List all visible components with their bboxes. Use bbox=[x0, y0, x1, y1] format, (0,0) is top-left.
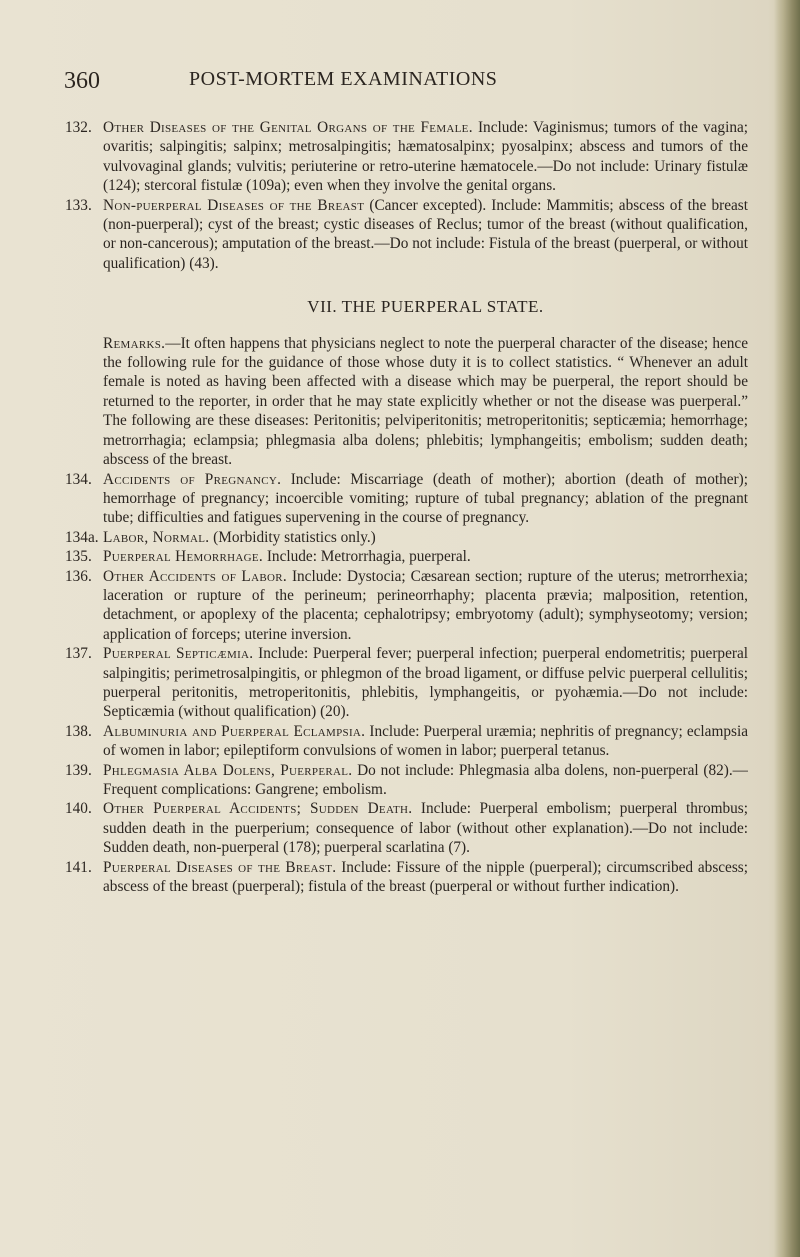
remarks-heading: Remarks. bbox=[103, 334, 166, 352]
running-header bbox=[64, 68, 754, 104]
entry-number: 134a. bbox=[65, 528, 99, 546]
entry-heading: Puerperal Septicæmia. bbox=[103, 645, 254, 663]
section-title: VII. THE PUERPERAL STATE. bbox=[307, 297, 544, 317]
entry-138 bbox=[65, 722, 748, 761]
entry-text: Include: Puerperal embolism; puerperal thrombus; sudden death in the puerperium; consequence of labor (without other explanation).—Do not include: Sudden death, non-puerperal (178); puerperal scarlatina (7). bbox=[103, 800, 748, 857]
entry-text: Include: Puerperal fever; puerperal infection; puerperal endometritis; puerperal salpingitis; perimetrosalpingitis, or phlegmon of the broad ligament, or diffuse pelvic puerperal cellulitis; puerperal peritonitis, metroperitonitis, phlebitis, lymphangeitis, or pyohæmia.—Do not include: Septicæmia (without qualification) (20). bbox=[103, 645, 748, 721]
entry-heading: Albuminuria and Puerperal Eclampsia. bbox=[103, 722, 366, 740]
entry-number: 141. bbox=[65, 858, 92, 876]
entry-139 bbox=[65, 761, 748, 800]
entry-heading: Phlegmasia Alba Dolens, Puerperal. bbox=[103, 761, 353, 779]
page-number: 360 bbox=[64, 68, 100, 94]
entry-number: 135. bbox=[65, 548, 92, 566]
entry-text: (Cancer excepted). Include: Mammitis; abscess of the breast (non-puerperal); cyst of the breast; cystic diseases of Reclus; tumor of the breast (without qualification, or non-cancerous); amputation of the breast.—Do not include: Fistula of the breast (puerperal, or without qualification) (43). bbox=[103, 196, 748, 272]
running-head-title: POST-MORTEM EXAMINATIONS bbox=[189, 68, 498, 90]
entry-heading: Other Diseases of the Genital Organs of the Female. bbox=[103, 119, 473, 136]
entry-text: (Morbidity statistics only.) bbox=[209, 528, 376, 546]
entry-136 bbox=[65, 567, 748, 645]
entry-heading: Puerperal Diseases of the Breast. bbox=[103, 858, 337, 876]
entry-heading: Other Puerperal Accidents; Sudden Death. bbox=[103, 800, 413, 818]
entry-text: Include: Miscarriage (death of mother); abortion (death of mother); hemorrhage of pregnancy; incoercible vomiting; rupture of tubal pregnancy; ablation of the pregnant tube; difficulties and fatigues supervening in the course of pregnancy. bbox=[103, 470, 748, 527]
entry-133 bbox=[65, 196, 748, 274]
entry-heading: Other Accidents of Labor. bbox=[103, 567, 287, 585]
entry-text: Include: Vaginismus; tumors of the vagina; ovaritis; salpingitis; salpinx; metrosalpingitis; hæmatosalpinx; pyosalpinx; abscess and tumors of the vulvovaginal glands; vulvitis; periuterine or retro-uterine hæmatocele.—Do not include: Urinary fistulæ (124); stercoral fistulæ (109a); even when they involve the genital organs. bbox=[103, 119, 749, 195]
entry-text: Include: Metrorrhagia, puerperal. bbox=[263, 548, 471, 566]
entry-132 bbox=[65, 118, 749, 196]
entry-number: 139. bbox=[65, 761, 92, 779]
entry-number: 132. bbox=[65, 119, 92, 136]
entry-135 bbox=[65, 547, 748, 566]
entry-number: 137. bbox=[65, 645, 92, 663]
entry-134 bbox=[65, 470, 748, 528]
page-body bbox=[65, 118, 749, 896]
entry-heading: Labor, Normal. bbox=[103, 528, 210, 546]
entry-number: 133. bbox=[65, 196, 92, 214]
remarks-text: —It often happens that physicians neglect to note the puerperal character of the disease; hence the following rule for the guidance of those whose duty it is to collect statistics. “ Whenever an adult female is noted as having been affected with a disease which may be puerperal, the report should be returned to the reporter, in order that he may state explicitly whether or not the disease was puerperal.” The following are these diseases: Peritonitis; pelviperitonitis; metroperitonitis; septicæmia; hemorrhage; metrorrhagia; eclampsia; phlegmasia alba dolens; phlebitis; lymphangeitis; embolism; sudden death; abscess of the breast. bbox=[103, 334, 748, 469]
entry-text: Include: Fissure of the nipple (puerperal); circumscribed abscess; abscess of the breast (puerperal); fistula of the breast (puerperal or without further indication). bbox=[103, 858, 749, 896]
entry-137 bbox=[65, 644, 748, 722]
entry-text: Include: Puerperal uræmia; nephritis of pregnancy; eclampsia of women in labor; epileptiform convulsions of women in labor; puerperal tetanus. bbox=[103, 722, 748, 760]
entry-heading: Puerperal Hemorrhage. bbox=[103, 548, 264, 566]
entry-number: 140. bbox=[65, 800, 92, 818]
entry-141 bbox=[65, 858, 749, 897]
entry-140 bbox=[65, 799, 748, 857]
entry-134a bbox=[65, 528, 748, 547]
entry-number: 134. bbox=[65, 470, 92, 488]
remarks-paragraph bbox=[103, 334, 748, 470]
page-edge-shadow bbox=[774, 0, 800, 1257]
entry-number: 136. bbox=[65, 567, 92, 585]
entry-text: Do not include: Phlegmasia alba dolens, non-puerperal (82).—Frequent complications: Gangrene; embolism. bbox=[103, 761, 748, 798]
entry-text: Include: Dystocia; Cæsarean section; rupture of the uterus; metrorrhexia; laceration or rupture of the perineum; perineorrhaphy; placenta prævia; malposition, retention, detachment, or apoplexy of the placenta; cephalotripsy; embryotomy (adult); symphyseotomy; version; application of forceps; uterine inversion. bbox=[103, 567, 748, 643]
entry-heading: Accidents of Pregnancy. bbox=[103, 470, 282, 488]
entry-number: 138. bbox=[65, 722, 92, 740]
entry-heading: Non-puerperal Diseases of the Breast bbox=[103, 196, 365, 214]
